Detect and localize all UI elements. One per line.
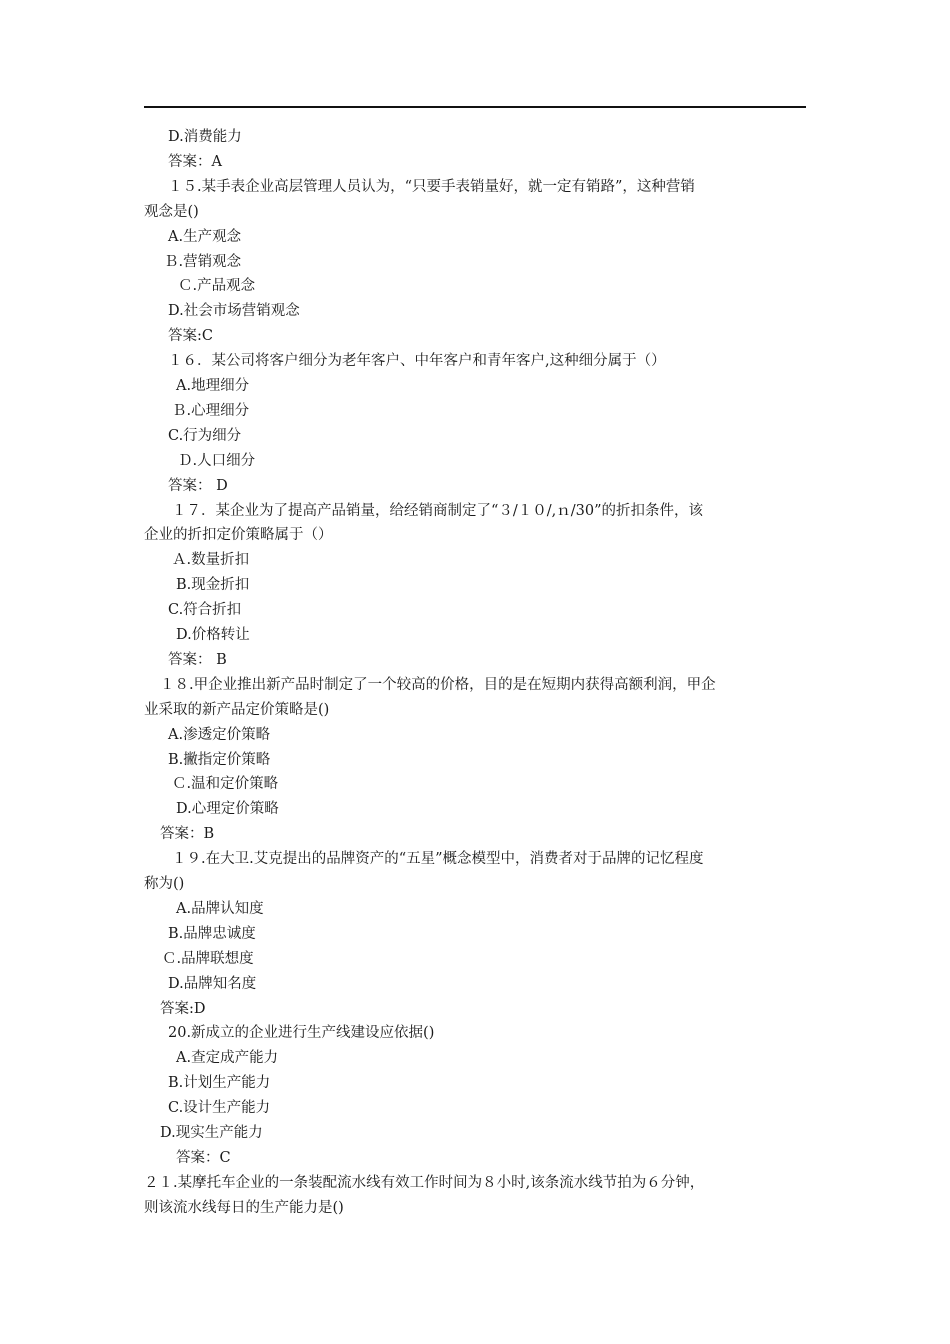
question-19-line1: １９.在大卫.艾克提出的品牌资产的“五星”概念模型中，消费者对于品牌的记忆程度 (172, 851, 704, 867)
option-b-q18: B.撇指定价策略 (168, 752, 271, 768)
question-15-line2: 观念是() (144, 204, 199, 220)
answer-q19: 答案:D (160, 1001, 206, 1017)
answer-q17: 答案： B (168, 652, 227, 668)
option-a-q15: A.生产观念 (168, 229, 242, 245)
option-d-q18: D.心理定价策略 (176, 801, 279, 817)
question-18-line2: 业采取的新产品定价策略是() (144, 702, 330, 718)
question-15-line1: １５.某手表企业高层管理人员认为，“只要手表销量好，就一定有销路”，这种营销 (168, 179, 695, 195)
option-d-q14: D.消费能力 (168, 129, 242, 145)
question-19-line2: 称为() (144, 876, 185, 892)
header-rule (144, 106, 806, 108)
question-17-line1: １７．某企业为了提高产品销量，给经销商制定了“３/１０/,ｎ/30”的折扣条件，该 (172, 503, 704, 519)
option-c-q18: Ｃ.温和定价策略 (172, 776, 279, 792)
option-d-q19: D.品牌知名度 (168, 976, 257, 992)
answer-q20: 答案：C (176, 1150, 231, 1166)
option-a-q20: A.查定成产能力 (176, 1050, 279, 1066)
option-a-q16: A.地理细分 (176, 378, 250, 394)
option-b-q17: B.现金折扣 (176, 577, 250, 593)
answer-q16: 答案： D (168, 478, 228, 494)
question-20: 20.新成立的企业进行生产线建设应依据() (168, 1025, 435, 1041)
option-b-q15: Ｂ.营销观念 (164, 254, 242, 270)
answer-q18: 答案：B (160, 826, 215, 842)
option-b-q19: B.品牌忠诚度 (168, 926, 256, 942)
answer-q14: 答案：A (168, 154, 222, 170)
question-18-line1: １８.甲企业推出新产品时制定了一个较高的价格，目的是在短期内获得高额利润，甲企 (160, 677, 716, 693)
answer-q15: 答案:C (168, 328, 213, 344)
option-a-q19: A.品牌认知度 (176, 901, 264, 917)
option-d-q16: Ｄ.人口细分 (178, 453, 256, 469)
question-21-line1: ２１.某摩托车企业的一条装配流水线有效工作时间为８小时,该条流水线节拍为６分钟， (144, 1175, 705, 1191)
question-16: １６．某公司将客户细分为老年客户、中年客户和青年客户,这种细分属于（） (168, 353, 666, 369)
question-17-line2: 企业的折扣定价策略属于（） (144, 527, 333, 543)
option-c-q16: C.行为细分 (168, 428, 242, 444)
option-d-q15: D.社会市场营销观念 (168, 303, 300, 319)
question-21-line2: 则该流水线每日的生产能力是() (144, 1200, 344, 1216)
option-b-q20: B.计划生产能力 (168, 1075, 271, 1091)
option-d-q17: D.价格转让 (176, 627, 250, 643)
option-c-q20: C.设计生产能力 (168, 1100, 271, 1116)
option-c-q17: C.符合折扣 (168, 602, 242, 618)
option-b-q16: Ｂ.心理细分 (172, 403, 250, 419)
option-c-q19: Ｃ.品牌联想度 (162, 951, 254, 967)
option-a-q17: Ａ.数量折扣 (172, 552, 250, 568)
option-c-q15: Ｃ.产品观念 (178, 278, 256, 294)
option-d-q20: D.现实生产能力 (160, 1125, 263, 1141)
option-a-q18: A.渗透定价策略 (168, 727, 271, 743)
